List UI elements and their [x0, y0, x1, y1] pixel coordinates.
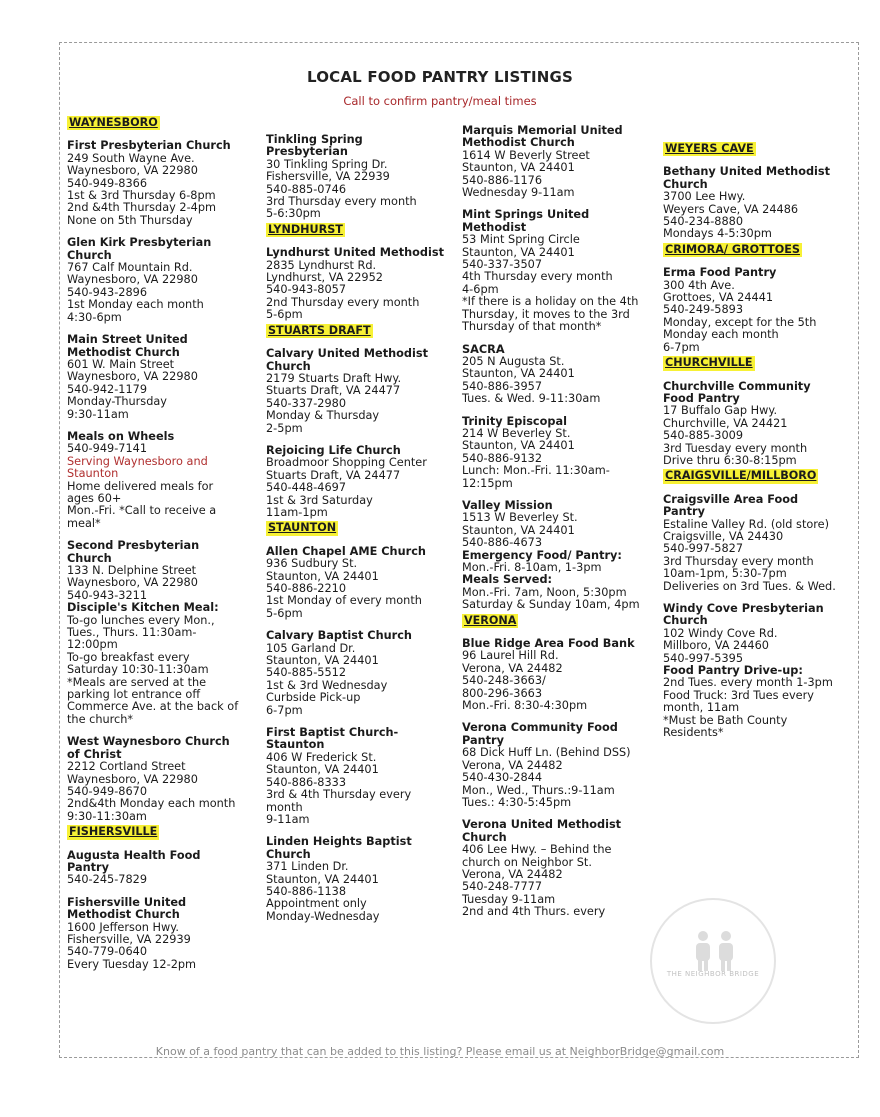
- listing-line: Meals Served:: [462, 573, 553, 587]
- listing-line: Tuesday 9-11am: [462, 892, 556, 906]
- listing-name: Verona Community Food Pantry: [462, 721, 618, 747]
- listing-line: 540-886-2210: [266, 582, 347, 595]
- listing-name: Calvary Baptist Church: [266, 629, 412, 643]
- listing-name: Blue Ridge Area Food Bank: [462, 637, 635, 651]
- page-title: LOCAL FOOD PANTRY LISTINGS: [306, 68, 574, 86]
- listing-line: 9:30-11am: [67, 407, 129, 421]
- listing-line: Lunch: Mon.-Fri. 11:30am-12:15pm: [462, 464, 610, 490]
- listing-line: Stuarts Draft, VA 24477: [266, 468, 401, 482]
- listing-entry: [266, 836, 446, 923]
- listing-line: Staunton, VA 24401: [462, 439, 575, 453]
- listing-line: 3rd Thursday every month: [663, 554, 814, 568]
- listing-line: 540-886-3957: [462, 379, 543, 393]
- listing-line: 540-249-5893: [663, 303, 744, 317]
- listing-line: 5-6pm: [266, 606, 303, 620]
- listing-name: Allen Chapel AME Church: [266, 544, 426, 558]
- listing-line: Tues.: 4:30-5:45pm: [462, 795, 572, 809]
- listing-name: Rejoicing Life Church: [266, 443, 401, 457]
- listing-line: Staunton, VA 24401: [266, 569, 379, 583]
- listing-line: 540-886-9132: [462, 451, 543, 465]
- listing-name: SACRA: [462, 342, 505, 356]
- listing-line: 4th Thursday every month: [462, 270, 613, 284]
- listing-name: Marquis Memorial United Methodist Church: [462, 124, 623, 150]
- listing-name: Mint Springs United Methodist: [462, 208, 590, 234]
- listing-line: Mondays 4-5:30pm: [663, 227, 772, 241]
- listing-line: Verona, VA 24482: [462, 758, 563, 772]
- section-heading-staunton: STAUNTON: [268, 521, 337, 535]
- listing-entry: [67, 334, 243, 421]
- listing-line: *Must be Bath County Residents*: [663, 713, 791, 740]
- neighbor-bridge-logo: [650, 898, 776, 1024]
- listing-line: Monday-Wednesday: [266, 909, 380, 923]
- listing-entry: [663, 603, 843, 739]
- listing-line: 3700 Lee Hwy.: [663, 190, 746, 204]
- person-icon: [716, 930, 736, 972]
- listing-line: Lyndhurst, VA 22952: [266, 271, 383, 285]
- listing-line: 767 Calf Mountain Rd.: [67, 261, 193, 275]
- listing-entry: [663, 494, 843, 593]
- listing-line: 9:30-11:30am: [67, 809, 147, 823]
- listing-line: Fishersville, VA 22939: [266, 170, 390, 184]
- listing-name: Glen Kirk Presbyterian Church: [67, 236, 212, 262]
- listing-line: Mon.-Fri. 8-10am, 1-3pm: [462, 561, 602, 574]
- listing-line: 105 Garland Dr.: [266, 641, 356, 655]
- listing-entry: [462, 344, 646, 406]
- listing-entry: [462, 819, 646, 918]
- listing-line: 2nd Tues. every month 1-3pm: [663, 676, 833, 690]
- section-heading-wrap: [266, 221, 446, 237]
- column-2: [266, 124, 446, 923]
- listing-line: 540-337-2980: [266, 396, 347, 410]
- listing-entry: [663, 166, 843, 240]
- listing-name: Trinity Episcopal: [462, 414, 567, 428]
- listing-entry: [67, 736, 243, 823]
- listing-line: Estaline Valley Rd. (old store): [663, 517, 830, 531]
- section-heading-craigsville-millboro: CRAIGSVILLE/MILLBORO: [665, 469, 817, 483]
- listing-line: 1600 Jefferson Hwy.: [67, 920, 179, 934]
- listing-line: 2835 Lyndhurst Rd.: [266, 258, 377, 272]
- listing-entry: [663, 267, 843, 354]
- listing-name: Lyndhurst United Methodist: [266, 246, 444, 260]
- section-heading-wrap: [67, 114, 243, 130]
- listing-entry: [266, 134, 446, 221]
- section-heading-wrap: [266, 519, 446, 535]
- listing-entry: [266, 348, 446, 435]
- listing-name: Tinkling Spring Presbyterian: [266, 133, 363, 159]
- listing-line: Staunton, VA 24401: [266, 872, 379, 886]
- listing-line: 1614 W Beverly Street: [462, 148, 590, 162]
- listing-line: Waynesboro, VA 22980: [67, 273, 198, 287]
- listing-line: Fishersville, VA 22939: [67, 932, 191, 946]
- listing-line: Staunton, VA 24401: [462, 161, 575, 175]
- listing-line: 300 4th Ave.: [663, 278, 735, 292]
- listing-line: Monday, except for the 5th Monday each month: [663, 315, 820, 342]
- listing-entry: [67, 237, 243, 324]
- listing-line: 540-337-3507: [462, 258, 543, 272]
- listing-line: Saturday & Sunday 10am, 4pm: [462, 598, 640, 612]
- listing-line: Weyers Cave, VA 24486: [663, 202, 799, 216]
- listing-line: *Meals are served at the parking lot entrance off Commerce Ave. at the back of the church*: [67, 675, 242, 726]
- listing-line: Tues. & Wed. 9-11:30am: [462, 392, 601, 406]
- listing-line: 2nd and 4th Thurs. every: [462, 905, 606, 919]
- section-heading-lyndhurst: LYNDHURST: [268, 222, 343, 236]
- listing-line: Staunton, VA 24401: [266, 763, 379, 777]
- section-heading-churchville: CHURCHVILLE: [665, 356, 753, 370]
- listing-line: Food Truck: 3rd Tues every month, 11am: [663, 688, 818, 715]
- listing-name: Churchville Community Food Pantry: [663, 379, 811, 405]
- listing-line: Craigsville, VA 24430: [663, 529, 784, 543]
- listing-line: 540-949-7141: [67, 442, 148, 456]
- listing-line: 4:30-6pm: [67, 310, 122, 324]
- listing-line: 540-943-2896: [67, 285, 148, 299]
- listing-line: Monday-Thursday: [67, 395, 167, 409]
- listing-line: Broadmoor Shopping Center: [266, 456, 427, 470]
- listing-line: 540-949-8366: [67, 176, 148, 190]
- listing-line: Emergency Food/ Pantry:: [462, 548, 622, 562]
- listing-line: Monday & Thursday: [266, 409, 380, 423]
- listing-name: Augusta Health Food Pantry: [67, 848, 201, 874]
- listing-line: 3rd & 4th Thursday every month: [266, 788, 415, 814]
- listing-entry: [462, 209, 646, 333]
- listing-line: 3rd Tuesday every month: [663, 441, 808, 455]
- listing-line: 540-886-8333: [266, 775, 347, 789]
- listing-name: Bethany United Methodist Church: [663, 165, 831, 191]
- listing-line: 540-248-7777: [462, 880, 543, 894]
- listing-line: 1st Monday of every month: [266, 594, 422, 608]
- listing-line: 371 Linden Dr.: [266, 860, 349, 874]
- listing-line: Mon.-Fri. 7am, Noon, 5:30pm: [462, 585, 627, 599]
- page-subtitle: Call to confirm pantry/meal times: [343, 94, 537, 108]
- listing-line: 5-6pm: [266, 308, 303, 322]
- column-3: [462, 115, 646, 919]
- listing-line: Staunton, VA 24401: [266, 654, 379, 668]
- listing-line: Verona, VA 24482: [462, 867, 563, 881]
- listing-line: 6-7pm: [266, 703, 303, 717]
- listing-entry: [266, 546, 446, 620]
- listing-line: Waynesboro, VA 22980: [67, 370, 198, 384]
- listing-line: 540-997-5395: [663, 651, 744, 665]
- listing-line: 540-942-1179: [67, 382, 148, 396]
- listing-entry: [67, 140, 243, 227]
- listing-line: 1st & 3rd Saturday: [266, 493, 373, 507]
- listing-entry: [266, 445, 446, 519]
- listing-entry: [462, 638, 646, 712]
- listing-line: 5-6:30pm: [266, 207, 321, 221]
- listing-line: 4-6pm: [462, 282, 499, 296]
- section-heading-wrap: [663, 140, 843, 156]
- listing-line: 540-234-8880: [663, 215, 744, 229]
- section-heading-waynesboro: WAYNESBORO: [69, 116, 158, 129]
- listing-line: Drive thru 6:30-8:15pm: [663, 453, 797, 467]
- listing-line: 2212 Cortland Street: [67, 760, 186, 774]
- listing-line: Verona, VA 24482: [462, 661, 563, 675]
- listing-line: Deliveries on 3rd Tues. & Wed.: [663, 579, 836, 593]
- listing-line: 205 N Augusta St.: [462, 354, 565, 368]
- listing-line: 2nd Thursday every month: [266, 295, 420, 309]
- listing-line: 2179 Stuarts Draft Hwy.: [266, 371, 402, 385]
- listing-entry: [462, 125, 646, 199]
- listing-line: *If there is a holiday on the 4th Thursday, it moves to the 3rd Thursday of that month*: [462, 295, 643, 334]
- listing-line: 102 Windy Cove Rd.: [663, 626, 778, 640]
- listing-line: 249 South Wayne Ave.: [67, 151, 195, 165]
- listing-line: 133 N. Delphine Street: [67, 564, 197, 577]
- section-heading-wrap: [663, 354, 843, 370]
- listing-entry: [266, 727, 446, 826]
- section-heading-crimora-grottoes: CRIMORA/ GROTTOES: [665, 242, 800, 256]
- listing-line: 10am-1pm, 5:30-7pm: [663, 567, 787, 581]
- listing-line: 540-943-8057: [266, 283, 347, 297]
- listing-line: Waynesboro, VA 22980: [67, 772, 198, 786]
- listing-line: 540-885-0746: [266, 182, 347, 196]
- listing-name: First Baptist Church-Staunton: [266, 726, 399, 752]
- listing-line: None on 5th Thursday: [67, 213, 193, 227]
- listing-line: Staunton, VA 24401: [462, 523, 575, 537]
- listing-line: 6-7pm: [663, 340, 700, 354]
- column-1: [67, 114, 243, 971]
- listing-line: 68 Dick Huff Ln. (Behind DSS): [462, 746, 631, 760]
- section-heading-wrap: [663, 241, 843, 257]
- listing-name: Erma Food Pantry: [663, 266, 777, 280]
- person-icon: [693, 930, 713, 972]
- listing-entry: [67, 540, 243, 726]
- listing-entry: [462, 722, 646, 809]
- listing-line: Appointment only: [266, 897, 367, 911]
- column-4: [663, 140, 843, 739]
- listing-line: 540-943-3211: [67, 588, 148, 602]
- listing-entry: [462, 416, 646, 490]
- listing-line: 540-886-1138: [266, 884, 347, 898]
- listing-line: Serving Waynesboro and Staunton: [67, 454, 212, 481]
- listing-line: Mon.-Fri. *Call to receive a meal*: [67, 504, 220, 530]
- listing-name: Meals on Wheels: [67, 429, 175, 443]
- listing-line: Curbside Pick-up: [266, 691, 361, 705]
- listing-line: Disciple's Kitchen Meal:: [67, 601, 219, 615]
- listing-line: 3rd Thursday every month: [266, 195, 417, 209]
- listing-name: Verona United Methodist Church: [462, 818, 622, 844]
- listing-line: 540-886-1176: [462, 173, 543, 187]
- listing-line: Food Pantry Drive-up:: [663, 664, 803, 678]
- listing-line: 11am-1pm: [266, 505, 328, 519]
- listing-line: 540-779-0640: [67, 945, 148, 959]
- section-heading-wrap: [67, 823, 243, 839]
- section-heading-weyers-cave: WEYERS CAVE: [665, 142, 754, 155]
- listing-line: To-go lunches every Mon., Tues., Thurs. 11:30am-12:00pm: [67, 613, 219, 652]
- listing-entry: [67, 897, 243, 971]
- listing-entry: [462, 500, 646, 612]
- listing-line: 540-885-3009: [663, 429, 744, 443]
- listing-line: 30 Tinkling Spring Dr.: [266, 157, 388, 171]
- listing-line: 540-886-4673: [462, 536, 543, 550]
- listing-line: Churchville, VA 24421: [663, 416, 788, 430]
- listing-name: Windy Cove Presbyterian Church: [663, 602, 824, 628]
- listing-line: 2nd&4th Monday each month: [67, 797, 236, 811]
- listing-line: 800-296-3663: [462, 686, 543, 700]
- listing-entry: [266, 247, 446, 321]
- listing-line: 601 W. Main Street: [67, 357, 175, 371]
- footer-note: Know of a food pantry that can be added to this listing? Please email us at NeighborBridge@gmail.com: [155, 1045, 725, 1058]
- listing-line: 540-448-4697: [266, 481, 347, 495]
- listing-line: Millboro, VA 24460: [663, 639, 769, 653]
- listing-line: 1st Monday each month: [67, 298, 204, 312]
- section-heading-stuarts-draft: STUARTS DRAFT: [268, 323, 371, 337]
- listing-line: Stuarts Draft, VA 24477: [266, 384, 401, 398]
- listing-name: Second Presbyterian Church: [67, 539, 200, 565]
- section-heading-wrap: [266, 322, 446, 338]
- listing-line: Staunton, VA 24401: [462, 245, 575, 259]
- listing-line: Grottoes, VA 24441: [663, 291, 774, 305]
- listing-name: Craigsville Area Food Pantry: [663, 492, 799, 519]
- section-heading-wrap: [663, 467, 843, 483]
- listing-line: 9-11am: [266, 812, 310, 826]
- listing-line: 1513 W Beverley St.: [462, 511, 578, 525]
- listing-line: 406 Lee Hwy. – Behind the church on Neighbor St.: [462, 843, 616, 869]
- listing-name: First Presbyterian Church: [67, 139, 231, 153]
- listing-entry: [67, 431, 243, 530]
- listing-entry: [663, 381, 843, 468]
- listing-line: 540-885-5512: [266, 666, 347, 680]
- listing-line: 1st & 3rd Thursday 6-8pm: [67, 189, 216, 203]
- logo-text: THE NEIGHBOR BRIDGE: [666, 970, 760, 978]
- listing-name: Valley Mission: [462, 498, 553, 512]
- listing-line: 540-248-3663/: [462, 674, 546, 688]
- listing-line: 1st & 3rd Wednesday: [266, 678, 388, 692]
- listing-name: West Waynesboro Church of Christ: [67, 735, 230, 761]
- section-heading-wrap: [462, 612, 646, 628]
- listing-line: 936 Sudbury St.: [266, 557, 358, 571]
- listing-line: Waynesboro, VA 22980: [67, 576, 198, 590]
- listing-line: Waynesboro, VA 22980: [67, 164, 198, 178]
- listing-entry: [67, 850, 243, 887]
- listing-line: Mon., Wed., Thurs.:9-11am: [462, 783, 615, 797]
- listing-entry: [266, 630, 446, 717]
- listing-line: Every Tuesday 12-2pm: [67, 957, 197, 971]
- listing-line: 2-5pm: [266, 421, 303, 435]
- listing-line: 540-997-5827: [663, 542, 744, 556]
- listing-line: 96 Laurel Hill Rd.: [462, 649, 559, 663]
- listing-line: 53 Mint Spring Circle: [462, 233, 580, 247]
- listing-name: Main Street United Methodist Church: [67, 333, 188, 359]
- listing-line: Mon.-Fri. 8:30-4:30pm: [462, 699, 588, 713]
- listing-line: 540-430-2844: [462, 771, 543, 785]
- section-heading-fishersville: FISHERSVILLE: [69, 825, 158, 839]
- listing-name: Calvary United Methodist Church: [266, 347, 429, 373]
- listing-line: 17 Buffalo Gap Hwy.: [663, 404, 778, 418]
- listing-line: 214 W Beverley St.: [462, 426, 571, 440]
- listing-line: Home delivered meals for ages 60+: [67, 479, 217, 505]
- listing-name: Linden Heights Baptist Church: [266, 835, 412, 861]
- listing-line: Staunton, VA 24401: [462, 367, 575, 381]
- listing-line: 540-949-8670: [67, 784, 148, 798]
- listing-line: To-go breakfast every Saturday 10:30-11:30am: [67, 650, 209, 677]
- listing-line: 2nd &4th Thursday 2-4pm: [67, 201, 217, 215]
- section-heading-verona: VERONA: [464, 613, 517, 627]
- listing-line: 406 W Frederick St.: [266, 750, 377, 764]
- listing-name: Fishersville United Methodist Church: [67, 895, 187, 922]
- listing-line: 540-245-7829: [67, 873, 148, 887]
- listing-line: Wednesday 9-11am: [462, 186, 575, 200]
